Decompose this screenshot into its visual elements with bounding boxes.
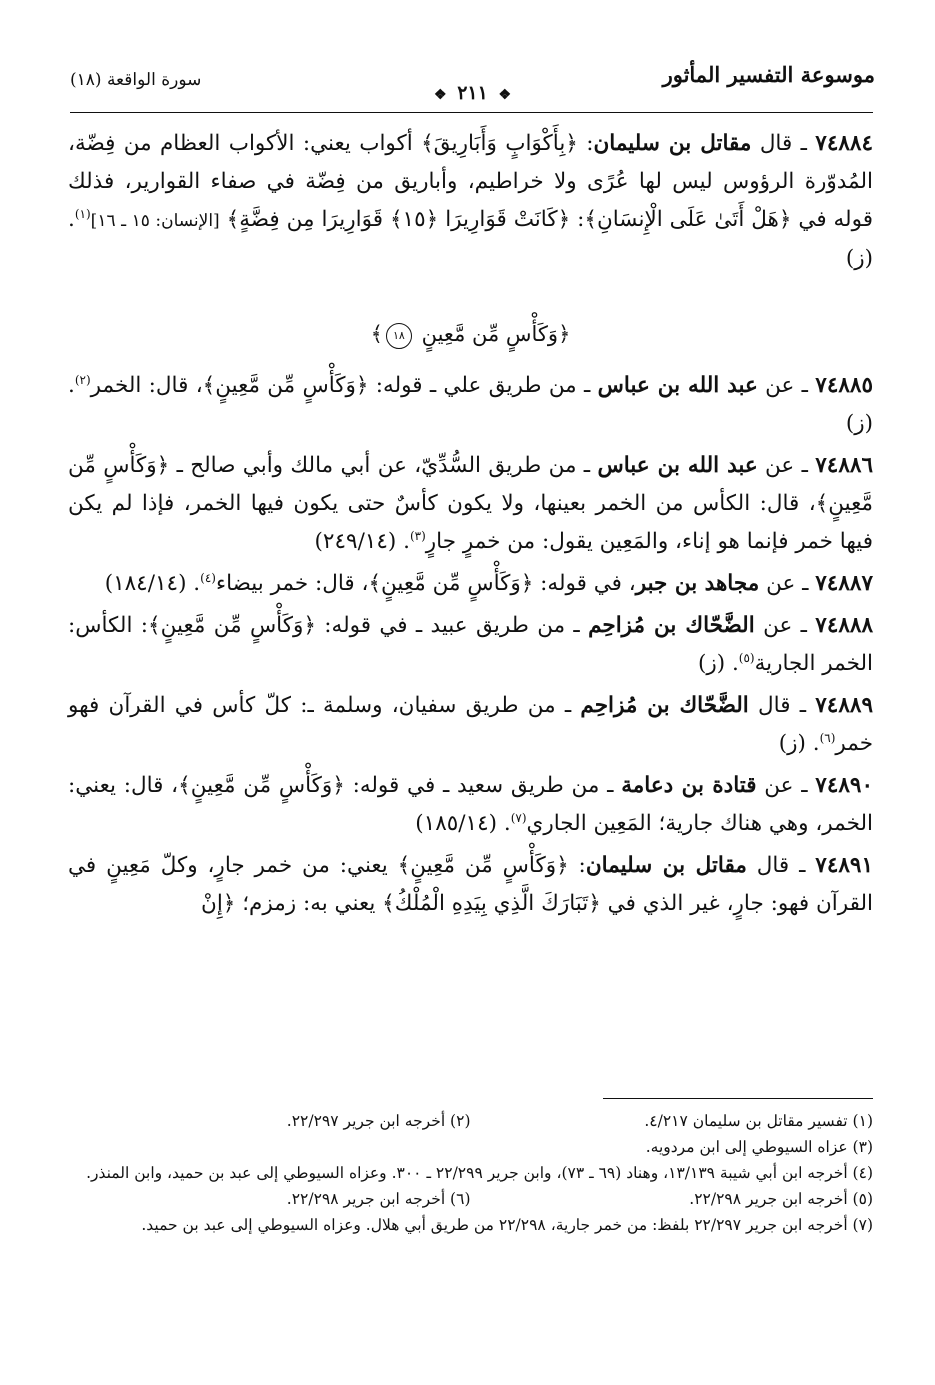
entry-intro: قال — [759, 131, 793, 156]
entry-text: ـ من طريق عبيد ـ في قوله: ﴿وَكَأْسٍ مِّن مَّعِينٍ﴾: الكأس: الخمر الجارية — [68, 612, 873, 676]
entry-74885: ٧٤٨٨٥ ـ عن عبد الله بن عباس ـ من طريق علي ـ قوله: ﴿وَكَأْسٍ مِّن مَّعِينٍ﴾، قال: الخمر$^{(٢)}$. (ز) — [68, 372, 874, 436]
entry-source: . (ز) — [68, 372, 873, 436]
narrator-name: عبد الله بن عباس — [597, 372, 758, 398]
header-divider — [70, 112, 873, 113]
book-title: موسوعة التفسير المأثور — [662, 62, 875, 87]
ornament-icon: ❖ — [498, 87, 511, 103]
narrator-name: مجاهد بن جبر — [635, 570, 760, 596]
entry-74884: ٧٤٨٨٤ ـ قال مقاتل بن سليمان: ﴿بِأَكْوَابٍ وَأَبَارِيقَ﴾ أكواب يعني: الأكواب العظام من فِضّة، المُدوّرة الرؤوس ليس لها عُرًى ولا خراطيم، وأباريق من فِضّة في صفاء القوارير، فذلك قوله في ﴿هَلْ أَتَىٰ عَلَى الْإِنسَانِ﴾: ﴿كَانَتْ قَوَارِيرَا ﴿١٥﴾ قَوَارِيرَا مِن فِضَّةٍ﴾ [الإنسان: ١٥ ـ ١٦]$^{(١)}$. (ز) — [68, 131, 874, 271]
entry-74886: ٧٤٨٨٦ ـ عن عبد الله بن عباس ـ من طريق السُّدِّيّ، عن أبي مالك وأبي صالح ـ ﴿وَكَأْسٍ مِّن مَّعِينٍ﴾، قال: الكأس من الخمر بعينها، ولا يكون كأسٌ حتى يكون فيها الخمر، فإذا لم يكن فيها خمر فإنما هو إناء، والمَعِين يقول: من خمرٍ جارٍ$^{(٣)}$. (٢٤٩/١٤) — [68, 452, 873, 554]
entry-text: ـ من طريق سفيان، وسلمة ـ: كلّ كأس في القرآن فهو خمر — [68, 692, 873, 756]
entry-number: ٧٤٨٨٦ — [815, 452, 873, 478]
entry-intro: عن — [766, 570, 796, 596]
entry-intro: قال — [758, 692, 791, 718]
footnotes — [68, 1108, 873, 1238]
entry-number: ٧٤٨٨٤ — [815, 131, 874, 156]
entry-text: : ﴿وَكَأْسٍ مِّن مَّعِينٍ﴾ يعني: من خمر جارٍ، وكلّ مَعِينٍ في القرآن فهو: جارٍ، غير الذي في ﴿تَبَارَكَ الَّذِي بِيَدِهِ الْمُلْكُ﴾ يعني به: زمزم؛ ﴿إِنْ — [68, 852, 873, 916]
entry-number: ٧٤٨٩١ — [815, 852, 874, 878]
footnote-5: (٥) أخرجه ابن جرير ٢٢/٢٩٨. — [689, 1190, 873, 1208]
footnote-row — [68, 1186, 873, 1212]
footnote-2: (٢) أخرجه ابن جرير ٢٢/٢٩٧. — [286, 1112, 471, 1130]
entry-text: : ﴿بِأَكْوَابٍ وَأَبَارِيقَ﴾ أكواب يعني: الأكواب العظام من فِضّة، المُدوّرة الرؤوس ليس لها عُرًى ولا خراطيم، وأباريق من فِضّة في صفاء القوارير، فذلك قوله في ﴿هَلْ أَتَىٰ عَلَى الْإِنسَانِ﴾: ﴿كَانَتْ قَوَارِيرَا ﴿١٥﴾ قَوَارِيرَا مِن فِضَّةٍ﴾ — [68, 131, 873, 232]
narrator-name: عبد الله بن عباس — [597, 452, 758, 478]
entry-number: ٧٤٨٩٠ — [815, 772, 874, 798]
footnote-3: (٣) عزاه السيوطي إلى ابن مردويه. — [645, 1138, 873, 1156]
entry-74891: ٧٤٨٩١ ـ قال مقاتل بن سليمان: ﴿وَكَأْسٍ مِّن مَّعِينٍ﴾ يعني: من خمر جارٍ، وكلّ مَعِينٍ في القرآن فهو: جارٍ، غير الذي في ﴿تَبَارَكَ الَّذِي بِيَدِهِ الْمُلْكُ﴾ يعني به: زمزم؛ ﴿إِنْ — [68, 852, 874, 916]
ayah-number: ١٨ — [386, 323, 412, 349]
entry-number: ٧٤٨٨٥ — [815, 372, 874, 398]
narrator-name: مقاتل بن سليمان — [585, 852, 747, 878]
page-header — [70, 62, 875, 112]
entry-74889: ٧٤٨٨٩ ـ قال الضَّحّاك بن مُزاحِم ـ من طريق سفيان، وسلمة ـ: كلّ كأس في القرآن فهو خمر$^{(٦)}$. (ز) — [68, 692, 873, 756]
narrator-name: قتادة بن دعامة — [621, 772, 757, 798]
heading-close: ﴾ — [370, 322, 383, 346]
footnote-marker: (٧) — [510, 810, 527, 825]
entry-74888: ٧٤٨٨٨ ـ عن الضَّحّاك بن مُزاحِم ـ من طريق عبيد ـ في قوله: ﴿وَكَأْسٍ مِّن مَّعِينٍ﴾: الكأس: الخمر الجارية$^{(٥)}$. (ز) — [68, 612, 874, 676]
entry-source: . (ز) — [68, 207, 873, 271]
main-text — [68, 125, 873, 927]
narrator-name: الضَّحّاك بن مُزاحِم — [588, 612, 755, 638]
entry-intro: عن — [763, 612, 793, 638]
entry-text: ، في قوله: ﴿وَكَأْسٍ مِّن مَّعِينٍ﴾، قال: خمر بيضاء — [215, 570, 636, 596]
entry-source: . (١٨٤/١٤) — [104, 570, 201, 596]
entry-74890: ٧٤٨٩٠ ـ عن قتادة بن دعامة ـ من طريق سعيد ـ في قوله: ﴿وَكَأْسٍ مِّن مَّعِينٍ﴾، قال: يعني: الخمر، وهي هناك جارية؛ المَعِين الجاري$^{(٧)}$. (١٨٥/١٤) — [68, 772, 874, 836]
footnote-marker: (٥) — [738, 650, 755, 665]
entry-intro: عن — [765, 372, 795, 398]
heading-verse: ﴿وَكَأْسٍ مِّن مَّعِينٍ — [421, 322, 571, 346]
entry-text: ـ من طريق السُّدِّيّ، عن أبي مالك وأبي صالح ـ ﴿وَكَأْسٍ مِّن مَّعِينٍ﴾، قال: الكأس من الخمر بعينها، ولا يكون كأسٌ حتى يكون فيها الخمر، فإذا لم يكن فيها خمر فإنما هو إناء، والمَعِين يقول: من خمرٍ جارٍ — [68, 452, 873, 554]
entry-text: ـ من طريق علي ـ قوله: ﴿وَكَأْسٍ مِّن مَّعِينٍ﴾، قال: الخمر — [90, 372, 591, 398]
footnote-row — [68, 1108, 873, 1134]
entry-source: . (١٨٥/١٤) — [415, 810, 511, 836]
entry-74887: ٧٤٨٨٧ ـ عن مجاهد بن جبر، في قوله: ﴿وَكَأْسٍ مِّن مَّعِينٍ﴾، قال: خمر بيضاء$^{(٤)}$. (١٨٤/١٤) — [104, 570, 873, 596]
footnote-marker: (١) — [74, 206, 91, 221]
entry-source: . (ز) — [778, 730, 820, 756]
page-number: ٢١١ — [457, 82, 488, 104]
footnote-marker: (٣) — [409, 528, 426, 543]
entry-number: ٧٤٨٨٧ — [815, 570, 873, 596]
entry-intro: عن — [764, 772, 794, 798]
surah-label: سورة الواقعة (١٨) — [70, 70, 202, 90]
footnotes-divider — [603, 1098, 873, 1099]
entry-intro: قال — [756, 852, 790, 878]
entry-source: . (ز) — [697, 650, 739, 676]
narrator-name: مقاتل بن سليمان — [593, 131, 752, 156]
footnote-4: (٤) أخرجه ابن أبي شيبة ١٣/١٣٩، وهناد (٦٩ ـ ٧٣)، وابن جرير ٢٢/٢٩٩ ـ ٣٠٠. وعزاه السيوطي إلى عبد بن حميد، وابن المنذر. — [86, 1164, 873, 1182]
entry-number: ٧٤٨٨٨ — [815, 612, 874, 638]
footnote-6: (٦) أخرجه ابن جرير ٢٢/٢٩٨. — [286, 1190, 471, 1208]
footnote-7: (٧) أخرجه ابن جرير ٢٢/٢٩٧ بلفظ: من خمر جارية، ٢٢/٢٩٨ من طريق أبي هلال. وعزاه السيوطي إلى عبد بن حميد. — [141, 1216, 873, 1234]
entry-source: . (٢٤٩/١٤) — [314, 528, 410, 554]
footnote-marker: (٦) — [819, 730, 836, 745]
ornament-icon: ❖ — [434, 87, 447, 103]
narrator-name: الضَّحّاك بن مُزاحِم — [580, 692, 749, 718]
entry-number: ٧٤٨٨٩ — [815, 692, 873, 718]
footnote-marker: (٤) — [200, 570, 216, 585]
entry-intro: عن — [765, 452, 795, 478]
verse-reference: [الإنسان: ١٥ ـ ١٦] — [90, 211, 220, 231]
footnote-1: (١) تفسير مقاتل بن سليمان ٤/٢١٧. — [644, 1112, 873, 1130]
section-heading — [68, 322, 873, 349]
entry-text: ـ من طريق سعيد ـ في قوله: ﴿وَكَأْسٍ مِّن مَّعِينٍ﴾، قال: يعني: الخمر، وهي هناك جارية؛ المَعِين الجاري — [68, 772, 873, 836]
footnote-marker: (٢) — [74, 372, 91, 387]
